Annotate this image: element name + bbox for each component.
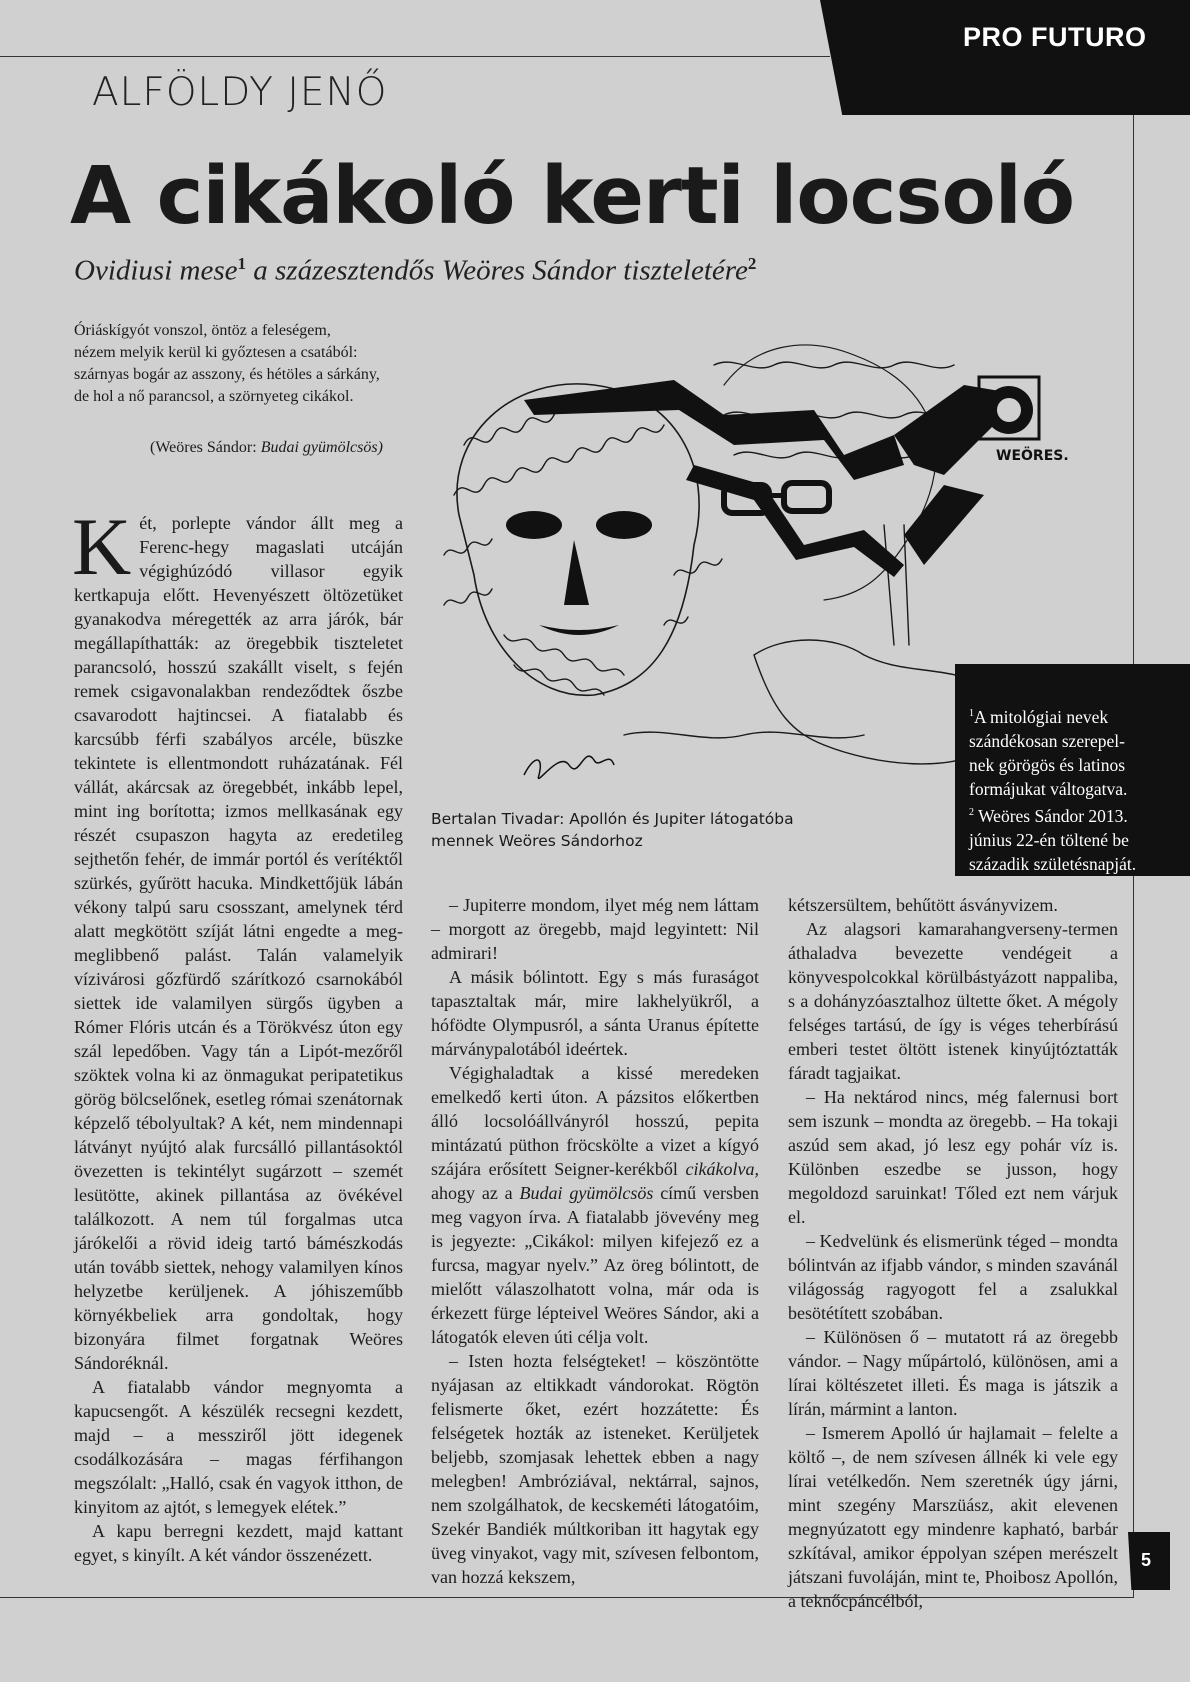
body-column-3 [788, 893, 1118, 1613]
top-rule [0, 56, 830, 57]
illustration-caption [431, 808, 811, 852]
motto-line: de hol a nő parancsol, a szörnyeteg cikákol. [74, 388, 354, 405]
subtitle-part2: a százesztendős Weöres Sándor tiszteletére [246, 254, 748, 287]
motto-attribution-prefix: (Weöres Sándor: [150, 439, 261, 456]
caption-line: Bertalan Tivadar: Apollón és Jupiter látogatóba [431, 810, 794, 828]
body-paragraph: Az alagsori kamarahangverseny-termen áthaladva bevezette vendégeit a könyvespolcokkal körülbástyázott nappaliba, s a dohányzóasztalhoz ültette őket. A mégoly felséges tartású, de így is véges teherbírású emberi testet öltött istenek kinyújtóztatták fáradt tagjaikat. [788, 919, 1118, 1083]
footnote-marker: 2 [969, 806, 974, 818]
body-paragraph: – Jupiterre mondom, ilyet még nem láttam – morgott az öregebb, majd legyintett: Nil admirari! [431, 895, 759, 963]
paragraph-segment: ahogy az a [431, 1183, 520, 1203]
footnote-marker: 1 [969, 708, 974, 719]
body-paragraph: A fiatalabb vándor megnyomta a kapucsengőt. A készülék recsegni kezdett, majd – a messziről jött idegenek csodálkozására – magas férfihangon megszólalt: „Halló, csak én vagyok itthon, de kinyitom az ajtót, s lemegyek elétek.” [74, 1377, 403, 1517]
footnote-1-line: A mitológiai nevek [974, 706, 1109, 727]
motto-line: Óriáskígyót vonszol, öntöz a feleségem, [74, 322, 331, 339]
body-paragraph: kétszersültem, behűtött ásványvizem. [788, 895, 1058, 915]
footnote-2-line: századik születésnapját. [969, 853, 1137, 874]
paragraph-segment: Végighaladtak a kissé meredeken emelkedő kerti úton. A pázsitos előkertben álló locsolóállványról hosszú, pepita mintázatú püthon fröcskölte a vizet a kígyó szájára erősített Seigner-kerékből [431, 1063, 759, 1179]
motto-attribution [150, 439, 383, 457]
body-paragraph: A másik bólintott. Egy s más furaságot tapasztaltak már, mire lakhelyükről, a hófödte Olympusról, a sánta Uranus építette márványpalotából ideértek. [431, 967, 759, 1059]
drawing-signature-label: WEÖRES. [996, 448, 1069, 464]
body-paragraph: A kapu berregni kezdett, majd kattant egyet, s kinyílt. A két vándor összenézett. [74, 1521, 403, 1565]
footnote-2-line: június 22-én töltené be [969, 829, 1129, 850]
subtitle-part1: Ovidiusi mese [74, 254, 238, 287]
motto-line: szárnyas bogár az asszony, és hétöles a sárkány, [74, 366, 380, 383]
footnote-1-line: szándékosan szerepel- [969, 730, 1125, 751]
footnotes [969, 702, 1189, 876]
body-paragraph: – Ha nektárod nincs, még falernusi bort sem iszunk – mondta az öregebb. – Ha tokaji aszúd sem akad, jó lesz egy pohár víz is. Különben eszedbe se jusson, hogy megoldozd saruinkat! Tőled ezt nem várjuk el. [788, 1087, 1118, 1227]
drop-cap: K [72, 501, 132, 592]
motto-attribution-work: Budai gyümölcsös) [260, 439, 383, 456]
section-label: PRO FUTURO [963, 22, 1147, 52]
paragraph-segment: című versben meg vagyon írva. A fiatalabb jövevény meg is jegyezte: „Cikákol: milyen kifejező ez a furcsa, magyar nyelv.” Az öreg bólintott, de mielőtt válaszolhatott volna, már oda is érkezett fürge lépteivel Weöres Sándor, aki a látogatók eleven úti célja volt. [431, 1183, 760, 1347]
footnote-1-line: nek görögös és latinos [969, 754, 1126, 775]
body-column-1 [72, 501, 403, 1567]
body-paragraph [431, 1061, 759, 1349]
body-paragraph: – Isten hozta felségteket! – köszöntötte nyájasan az eltikkadt vándorokat. Rögtön felismerte őket, ezért hozzátette: És felségetek hozták az isteneket. Kerüljetek beljebb, szomjasak lehettek ebben a nagy melegben! Ambróziával, nektárral, sajnos, nem szolgálhatok, de kecskeméti látogatóim, Szekér Bandiék múltkoriban itt hagytak egy üveg vinyakot, vagy mit, szívesen felbontom, van hozzá kekszem, [431, 1351, 759, 1587]
artist-signature [524, 756, 614, 778]
paragraph-emphasis: Budai gyümölcsös [519, 1183, 654, 1203]
motto-verse [74, 320, 414, 408]
body-paragraph: – Ismerem Apolló úr hajlamait – felelte a költő –, de nem szívesen állnék ki vele egy lírai vetélkedőn. Nem szeretnék úgy járni, mint szegény Marszüász, akit elevenen megnyúzatott egy mindenre kapható, barbár szkítával, amikor éppolyan szépen merészelt játszani fuvoláján, mint te, Phoibosz Apollón, a teknőcpáncélból, [788, 1423, 1118, 1611]
body-paragraph: ét, porlepte vándor állt meg a Ferenc-hegy magaslati utcáján végighúzódó villasor egyik kertkapuja előtt. Hevenyészett öltözetüket gyanakodva méregették az arra járók, bár megállapíthatták: az öregebbik tiszteletet parancsoló, hosszú szakállt viselt, s fején remek csigavonalakban rendeződtek őszbe csavarodott hajtincsei. A fiatalabb és karcsúbb férfi szabályos arcéle, büszke tekintete is ellentmondott ruházatának. Fél vállát, akárcsak az öregebbét, inkább lepel, mint ing borította; izmos mellkasának egy részét csupaszon hagyta az eredetileg sejthetőn fehér, de immár portól és verítéktől szürkés, gyűrött hacuka. Mindkettőjük lábán vékony talpú saru csosszant, amelynek térd alatt megkötött szíját látni engedte a meg-meglibbenő palást. Talán valamelyik vízivárosi gőzfürdő szárítkozó csarnokából siettek ide valamilyen sürgős ügyben a Rómer Flóris utcán és a Törökvész úton egy szál lepedőben. Vagy tán a Lipót-mezőről szöktek volna ki az önmagukat peripatetikus görög bölcselőnek, esetleg római szenátornak képzelő tébolyultak? A két, nem mindennapi látványt nyújtó alak furcsálló pillantásoktól övezetten is tekintélyt sugárzott – szemét lesütötte, akinek pillantása az övékével találkozott. A nem túl forgalmas utca járókelői a rövid ideig tartó bámészkodás után tovább siettek, nehogy valamilyen kínos helyzetbe kerüljenek. A jóhiszeműbb környékbeliek arra gondoltak, hogy bizonyára filmet forgatnak Weöres Sándoréknál. [74, 513, 403, 1373]
footnote-ref-1: 1 [237, 254, 246, 273]
page-number: 5 [1141, 1550, 1152, 1570]
article-author: ALFÖLDY JENŐ [92, 70, 388, 115]
motto-line: nézem melyik kerül ki győztesen a csatából: [74, 344, 358, 361]
section-header-tab [820, 0, 1190, 115]
paragraph-emphasis: cikákolva, [685, 1159, 759, 1179]
body-paragraph: – Kedvelünk és elismerünk téged – mondta bólintván az ifjabb vándor, s minden szavánál világosság ragyogott fel a zsalukkal besötétített szobában. [788, 1231, 1118, 1323]
article-subtitle [74, 254, 756, 288]
footnote-ref-2: 2 [747, 254, 757, 273]
footnote-1-line: formájukat váltogatva. [969, 778, 1128, 799]
caption-line: mennek Weöres Sándorhoz [431, 832, 643, 850]
footnote-2-line: Weöres Sándor 2013. [978, 805, 1128, 826]
article-title: A cikákoló kerti locsoló [70, 150, 1075, 242]
body-paragraph: – Különösen ő – mutatott rá az öregebb vándor. – Nagy műpártoló, különösen, ami a lírai költészetet illeti. És maga is játszik a lírán, mármint a lanton. [788, 1327, 1118, 1419]
body-column-2 [431, 893, 759, 1589]
